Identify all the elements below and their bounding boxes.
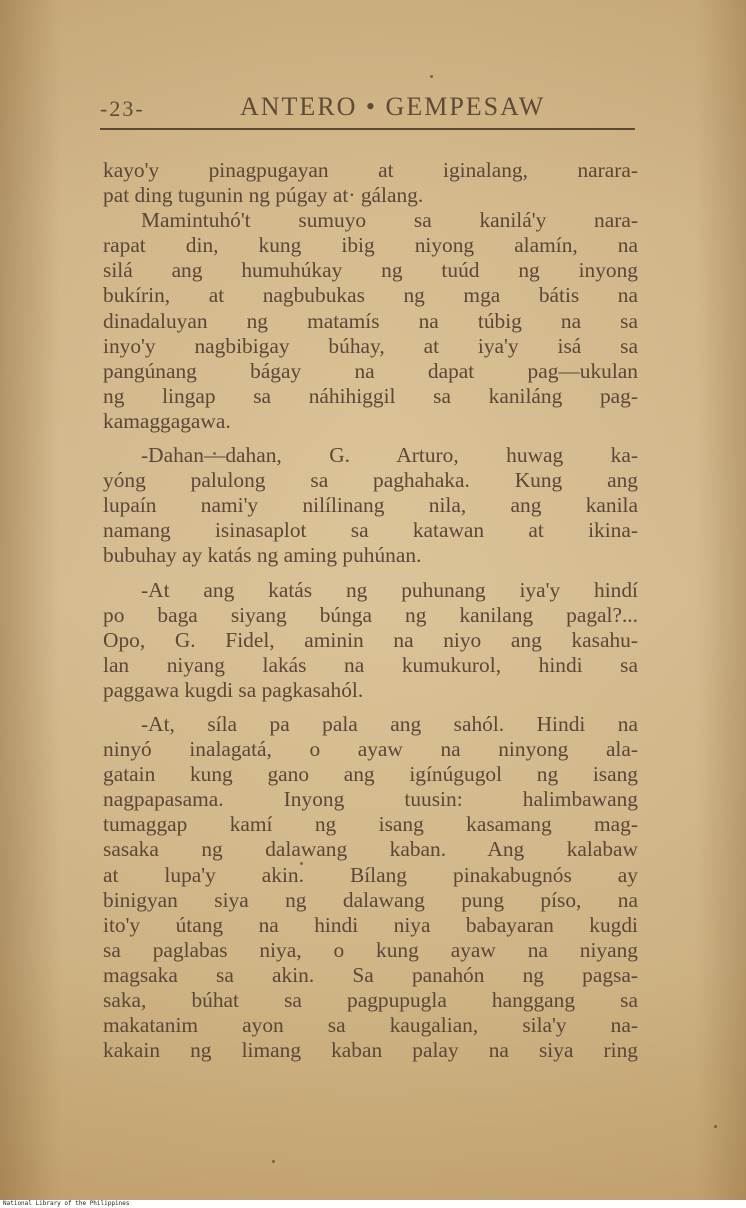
text-line: po baga siyang búnga ng kanilang pagal?...: [103, 602, 638, 627]
text-line: silá ang humuhúkay ng tuúd ng inyong: [103, 258, 638, 283]
text-line: bukírin, at nagbubukas ng mga bátis na: [103, 283, 638, 308]
text-line: tumaggap kamí ng isang kasamang mag-: [103, 812, 638, 837]
text-line: kayo'y pinagpugayan at iginalang, narara-: [103, 158, 638, 182]
page-header: [100, 92, 635, 132]
paper-speck: [272, 1160, 275, 1163]
text-line: pangúnang bágay na dapat pag—ukulan: [103, 358, 638, 383]
text-line: lan niyang lakás na kumukurol, hindi sa: [103, 652, 638, 677]
text-line: -Dahan—dahan, G. Arturo, huwag ka-: [141, 443, 638, 468]
text-line: -At ang katás ng puhunang iya'y hindí: [141, 577, 638, 602]
page-number: -23-: [100, 96, 145, 121]
text-line: lupaín nami'y nilílinang nila, ang kanila: [103, 493, 638, 518]
text-line: rapat din, kung ibig niyong alamín, na: [103, 233, 638, 258]
library-credit: National Library of the Philippines: [3, 1200, 130, 1207]
paragraph-gap: [103, 703, 638, 712]
running-title: ANTERO • GEMPESAW: [240, 92, 546, 121]
body-text: [103, 158, 638, 1063]
text-line: kakain ng limang kaban palay na siya ring: [103, 1038, 638, 1063]
text-line: inyo'y nagbibigay búhay, at iya'y isá sa: [103, 333, 638, 358]
paper-speck: [430, 75, 433, 78]
text-line: bubuhay ay katás ng aming puhúnan.: [103, 543, 422, 568]
paragraph: [103, 578, 638, 703]
paragraph-gap: [103, 434, 638, 443]
page-shadow-right: [696, 0, 746, 1200]
text-line: yóng palulong sa paghahaka. Kung ang: [103, 468, 638, 493]
text-line: Mamintuhó't sumuyo sa kanilá'y nara-: [141, 208, 638, 233]
text-line: sasaka ng dalawang kaban. Ang kalabaw: [103, 837, 638, 862]
paragraph: [103, 158, 638, 208]
text-line: paggawa kugdi sa pagkasahól.: [103, 677, 364, 702]
text-line: nagpapasama. Inyong tuusin: halimbawang: [103, 787, 638, 812]
text-line: kamaggagawa.: [103, 408, 231, 433]
text-line: namang isinasaplot sa katawan at ikina-: [103, 518, 638, 543]
text-line: ng lingap sa náhihiggil sa kaniláng pag-: [103, 383, 638, 408]
paragraph-gap: [103, 569, 638, 578]
text-line: sa paglabas niya, o kung ayaw na niyang: [103, 937, 638, 962]
text-line: pat ding tugunin ng púgay at· gálang.: [103, 183, 424, 208]
header-rule: [100, 128, 635, 130]
text-line: at lupa'y akin. Bílang pinakabugnós ay: [103, 862, 638, 887]
text-line: makatanim ayon sa kaugalian, sila'y na-: [103, 1013, 638, 1038]
paragraph: [103, 208, 638, 434]
text-line: ito'y útang na hindi niya babayaran kugdi: [103, 912, 638, 937]
paragraph: [103, 712, 638, 1063]
paper-speck: [714, 1125, 717, 1128]
text-line: binigyan siya ng dalawang pung píso, na: [103, 887, 638, 912]
text-line: saka, búhat sa pagpupugla hanggang sa: [103, 988, 638, 1012]
paragraph: [103, 443, 638, 568]
page-shadow-left: [0, 0, 60, 1200]
text-line: dinadaluyan ng matamís na túbig na sa: [103, 308, 638, 333]
text-line: gatain kung gano ang igínúgugol ng isang: [103, 762, 638, 787]
text-line: -At, síla pa pala ang sahól. Hindi na: [141, 711, 638, 736]
text-line: ninyó inalagatá, o ayaw na ninyong ala-: [103, 737, 638, 762]
text-line: Opo, G. Fidel, aminin na niyo ang kasahu-: [103, 627, 638, 652]
text-line: magsaka sa akin. Sa panahón ng pagsa-: [103, 962, 638, 987]
